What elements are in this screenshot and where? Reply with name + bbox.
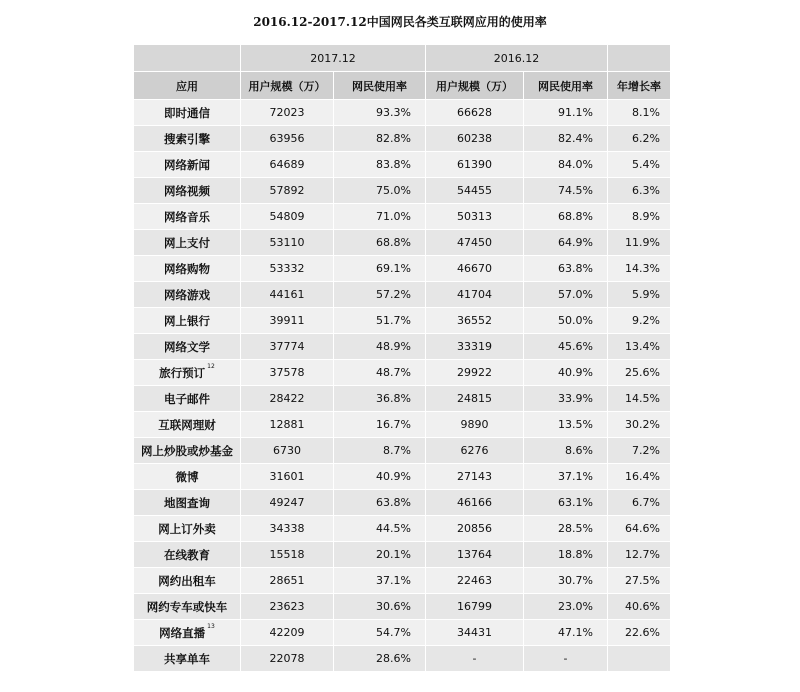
cell-app [134, 464, 241, 490]
app-name: 微博 [175, 469, 199, 484]
cell-users-2016: 46166 [426, 490, 524, 516]
cell-users-2017: 28422 [241, 386, 334, 412]
cell-app [134, 152, 241, 178]
cell-users-2017: 57892 [241, 178, 334, 204]
app-name: 网上银行 [164, 313, 210, 328]
cell-rate-2017: 69.1% [334, 256, 426, 282]
cell-growth: 13.4% [608, 334, 671, 360]
app-name: 网络游戏 [164, 287, 210, 302]
cell-rate-2017: 63.8% [334, 490, 426, 516]
cell-users-2017: 54809 [241, 204, 334, 230]
app-name: 网络直播 [159, 625, 206, 640]
cell-app [134, 490, 241, 516]
cell-app [134, 542, 241, 568]
cell-users-2017: 6730 [241, 438, 334, 464]
app-name: 电子邮件 [164, 391, 210, 406]
cell-rate-2017: 30.6% [334, 594, 426, 620]
cell-users-2016: 9890 [426, 412, 524, 438]
cell-users-2017: 42209 [241, 620, 334, 646]
cell-users-2016: 13764 [426, 542, 524, 568]
cell-rate-2017: 71.0% [334, 204, 426, 230]
cell-app [134, 334, 241, 360]
cell-rate-2016: 63.8% [524, 256, 608, 282]
cell-rate-2016: 47.1% [524, 620, 608, 646]
cell-app [134, 594, 241, 620]
cell-users-2017: 37578 [241, 360, 334, 386]
table-row [134, 646, 671, 672]
table-row [134, 282, 671, 308]
blank-header-cell [134, 45, 241, 72]
app-name: 共享单车 [164, 651, 210, 666]
cell-users-2016: 29922 [426, 360, 524, 386]
table-row [134, 204, 671, 230]
cell-app [134, 516, 241, 542]
cell-users-2017: 53332 [241, 256, 334, 282]
cell-app [134, 256, 241, 282]
cell-users-2017: 31601 [241, 464, 334, 490]
cell-users-2016: - [426, 646, 524, 672]
footnote-marker: 12 [207, 362, 215, 370]
cell-rate-2016: 45.6% [524, 334, 608, 360]
year-2017-header: 2017.12 [241, 45, 426, 72]
cell-app [134, 620, 241, 646]
cell-rate-2017: 57.2% [334, 282, 426, 308]
cell-users-2016: 50313 [426, 204, 524, 230]
col-header-rate-2017: 网民使用率 [334, 72, 426, 100]
cell-rate-2017: 40.9% [334, 464, 426, 490]
cell-users-2017: 72023 [241, 100, 334, 126]
table-row [134, 360, 671, 386]
cell-app [134, 438, 241, 464]
cell-growth: 14.5% [608, 386, 671, 412]
year-header-row [134, 45, 671, 72]
cell-growth: 40.6% [608, 594, 671, 620]
cell-rate-2017: 54.7% [334, 620, 426, 646]
table-row [134, 256, 671, 282]
col-header-rate-2016: 网民使用率 [524, 72, 608, 100]
cell-rate-2017: 93.3% [334, 100, 426, 126]
col-header-app: 应用 [134, 72, 241, 100]
cell-app [134, 100, 241, 126]
cell-rate-2016: 28.5% [524, 516, 608, 542]
blank-header-cell [608, 45, 671, 72]
table-body [134, 100, 671, 672]
cell-growth: 6.2% [608, 126, 671, 152]
cell-users-2017: 53110 [241, 230, 334, 256]
table-row [134, 464, 671, 490]
cell-users-2016: 46670 [426, 256, 524, 282]
app-name: 网络音乐 [164, 209, 210, 224]
cell-users-2017: 15518 [241, 542, 334, 568]
cell-growth: 14.3% [608, 256, 671, 282]
cell-rate-2016: 68.8% [524, 204, 608, 230]
cell-users-2017: 37774 [241, 334, 334, 360]
table-row [134, 594, 671, 620]
cell-users-2016: 36552 [426, 308, 524, 334]
table-row [134, 438, 671, 464]
table-row [134, 152, 671, 178]
cell-app [134, 360, 241, 386]
cell-growth: 25.6% [608, 360, 671, 386]
cell-users-2017: 22078 [241, 646, 334, 672]
app-name: 网上支付 [164, 235, 210, 250]
app-name: 网约专车或快车 [146, 599, 228, 614]
table-row [134, 230, 671, 256]
cell-growth: 27.5% [608, 568, 671, 594]
page-title: 2016.12-2017.12中国网民各类互联网应用的使用率 [253, 15, 547, 29]
cell-users-2016: 47450 [426, 230, 524, 256]
cell-users-2017: 44161 [241, 282, 334, 308]
cell-rate-2017: 37.1% [334, 568, 426, 594]
cell-users-2016: 66628 [426, 100, 524, 126]
cell-rate-2016: 57.0% [524, 282, 608, 308]
app-name: 网络视频 [164, 183, 210, 198]
table-row [134, 516, 671, 542]
cell-users-2017: 23623 [241, 594, 334, 620]
cell-users-2017: 49247 [241, 490, 334, 516]
cell-rate-2016: 91.1% [524, 100, 608, 126]
cell-growth: 8.1% [608, 100, 671, 126]
cell-growth: 8.9% [608, 204, 671, 230]
cell-growth: 22.6% [608, 620, 671, 646]
cell-rate-2016: 30.7% [524, 568, 608, 594]
cell-growth: 16.4% [608, 464, 671, 490]
cell-users-2016: 60238 [426, 126, 524, 152]
cell-users-2016: 16799 [426, 594, 524, 620]
cell-users-2017: 39911 [241, 308, 334, 334]
cell-rate-2016: 40.9% [524, 360, 608, 386]
cell-rate-2016: 23.0% [524, 594, 608, 620]
app-name: 网络购物 [164, 261, 210, 276]
column-header-row [134, 72, 671, 100]
col-header-users-2017: 用户规模（万） [241, 72, 334, 100]
cell-rate-2016: 64.9% [524, 230, 608, 256]
cell-growth: 64.6% [608, 516, 671, 542]
usage-table [133, 44, 671, 672]
app-name: 互联网理财 [158, 417, 216, 432]
cell-app [134, 412, 241, 438]
cell-app [134, 568, 241, 594]
cell-app [134, 386, 241, 412]
app-name: 即时通信 [164, 105, 210, 120]
cell-rate-2017: 48.7% [334, 360, 426, 386]
cell-users-2016: 27143 [426, 464, 524, 490]
cell-rate-2017: 68.8% [334, 230, 426, 256]
table-row [134, 178, 671, 204]
table-row [134, 386, 671, 412]
cell-app [134, 646, 241, 672]
cell-growth: 6.7% [608, 490, 671, 516]
cell-users-2016: 22463 [426, 568, 524, 594]
col-header-users-2016: 用户规模（万） [426, 72, 524, 100]
cell-users-2016: 61390 [426, 152, 524, 178]
cell-growth [608, 646, 671, 672]
table-row [134, 412, 671, 438]
cell-rate-2017: 16.7% [334, 412, 426, 438]
cell-users-2017: 34338 [241, 516, 334, 542]
cell-app [134, 126, 241, 152]
cell-users-2016: 41704 [426, 282, 524, 308]
cell-rate-2017: 36.8% [334, 386, 426, 412]
cell-growth: 5.4% [608, 152, 671, 178]
cell-rate-2016: - [524, 646, 608, 672]
cell-users-2016: 6276 [426, 438, 524, 464]
cell-app [134, 282, 241, 308]
cell-rate-2017: 82.8% [334, 126, 426, 152]
cell-users-2017: 28651 [241, 568, 334, 594]
cell-rate-2016: 50.0% [524, 308, 608, 334]
col-header-growth: 年增长率 [608, 72, 671, 100]
app-name: 搜索引擎 [164, 131, 210, 146]
cell-app [134, 204, 241, 230]
cell-rate-2016: 82.4% [524, 126, 608, 152]
cell-rate-2017: 8.7% [334, 438, 426, 464]
cell-users-2017: 64689 [241, 152, 334, 178]
cell-rate-2016: 74.5% [524, 178, 608, 204]
cell-growth: 12.7% [608, 542, 671, 568]
app-name: 网约出租车 [158, 573, 216, 588]
year-2016-header: 2016.12 [426, 45, 608, 72]
cell-users-2017: 63956 [241, 126, 334, 152]
cell-rate-2016: 37.1% [524, 464, 608, 490]
cell-users-2016: 24815 [426, 386, 524, 412]
cell-rate-2017: 51.7% [334, 308, 426, 334]
cell-users-2016: 33319 [426, 334, 524, 360]
cell-growth: 5.9% [608, 282, 671, 308]
app-name: 旅行预订 [159, 365, 206, 380]
table-row [134, 334, 671, 360]
table-row [134, 568, 671, 594]
cell-users-2016: 54455 [426, 178, 524, 204]
cell-app [134, 308, 241, 334]
table-row [134, 126, 671, 152]
cell-rate-2016: 13.5% [524, 412, 608, 438]
cell-users-2017: 12881 [241, 412, 334, 438]
cell-rate-2017: 75.0% [334, 178, 426, 204]
footnote-marker: 13 [207, 622, 215, 630]
table-row [134, 490, 671, 516]
app-name: 地图查询 [164, 495, 210, 510]
app-name: 网上炒股或炒基金 [141, 443, 233, 458]
cell-growth: 6.3% [608, 178, 671, 204]
cell-growth: 7.2% [608, 438, 671, 464]
app-name: 网上订外卖 [158, 521, 216, 536]
table-header [134, 45, 671, 100]
cell-rate-2017: 20.1% [334, 542, 426, 568]
app-name: 网络新闻 [164, 157, 210, 172]
cell-growth: 30.2% [608, 412, 671, 438]
cell-rate-2016: 8.6% [524, 438, 608, 464]
cell-growth: 11.9% [608, 230, 671, 256]
app-name: 在线教育 [164, 547, 210, 562]
cell-rate-2017: 48.9% [334, 334, 426, 360]
app-name: 网络文学 [164, 339, 210, 354]
table-row [134, 620, 671, 646]
table-row [134, 542, 671, 568]
cell-rate-2016: 18.8% [524, 542, 608, 568]
cell-rate-2017: 83.8% [334, 152, 426, 178]
cell-app [134, 178, 241, 204]
cell-rate-2016: 63.1% [524, 490, 608, 516]
cell-rate-2016: 33.9% [524, 386, 608, 412]
cell-rate-2016: 84.0% [524, 152, 608, 178]
cell-rate-2017: 44.5% [334, 516, 426, 542]
cell-users-2016: 20856 [426, 516, 524, 542]
cell-users-2016: 34431 [426, 620, 524, 646]
table-row [134, 100, 671, 126]
table-row [134, 308, 671, 334]
cell-growth: 9.2% [608, 308, 671, 334]
cell-rate-2017: 28.6% [334, 646, 426, 672]
cell-app [134, 230, 241, 256]
